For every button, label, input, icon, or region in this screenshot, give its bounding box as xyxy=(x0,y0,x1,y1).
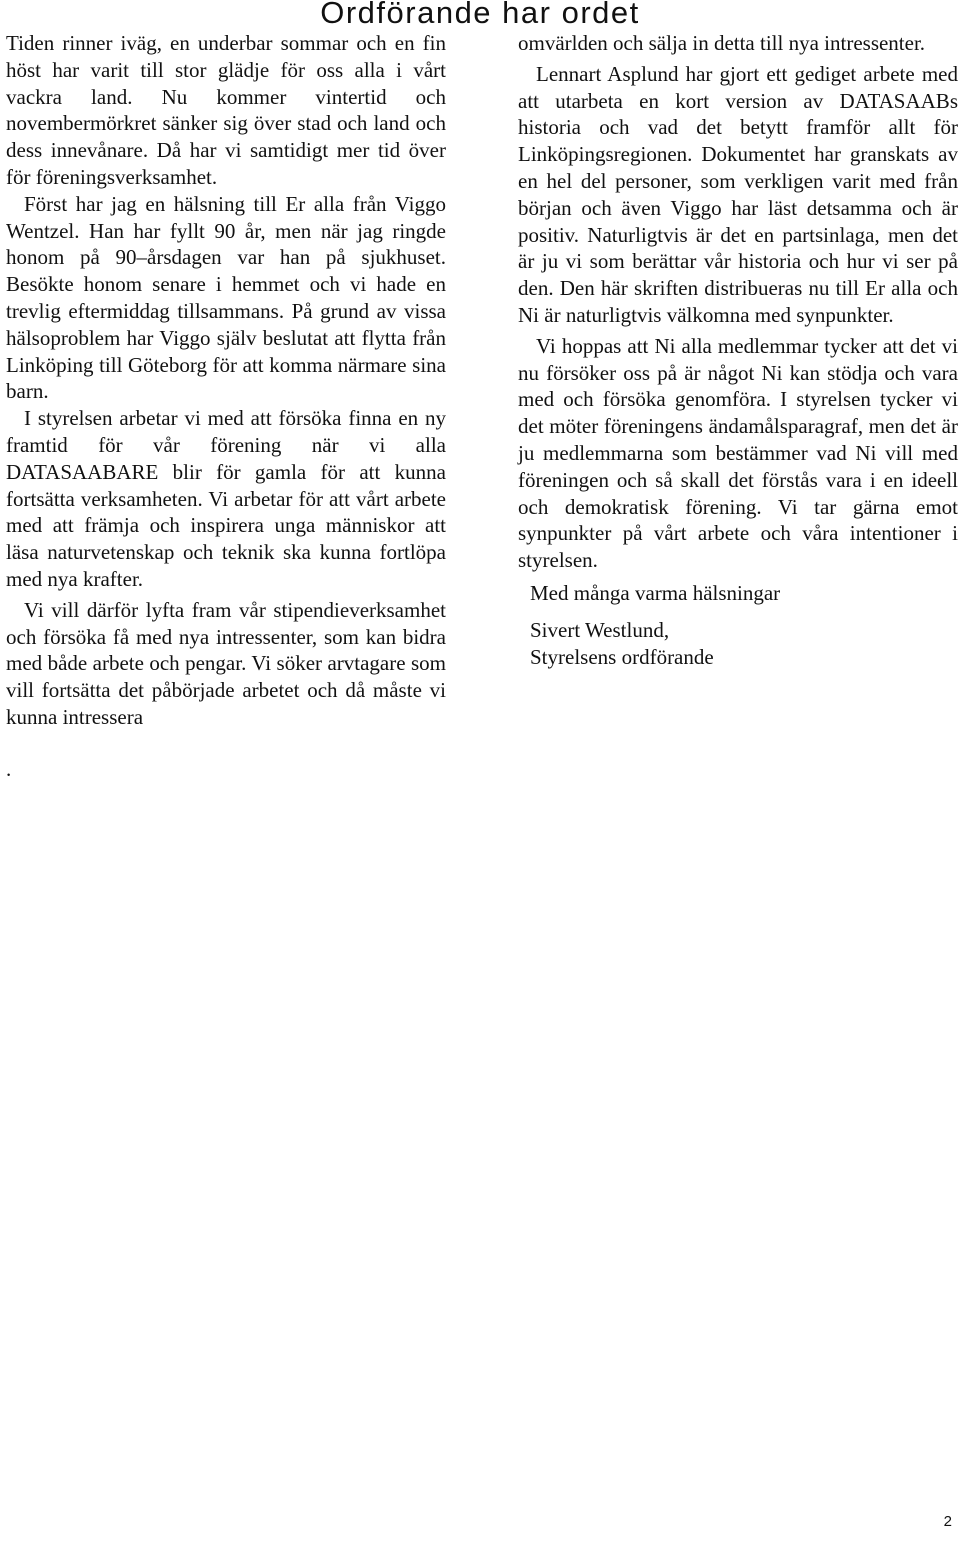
left-column xyxy=(6,30,446,731)
signature-title: Styrelsens ordförande xyxy=(530,644,714,669)
paragraph-scholarship: Vi vill därför lyfta fram vår stipendieverksamhet och försöka få med nya intressenter, som kan bidra med både arbete och pengar. Vi söker arvtagare som vill fortsätta det påbörjade arbetet och då måste vi kunna intressera xyxy=(6,597,446,729)
paragraph-history-document: Lennart Asplund har gjort ett gediget arbete med att utarbeta en kort version av DATASAABs historia och vad det betytt framför allt för Linköpingsregionen. Dokumentet har granskats av en hel del personer, som verkligen varit med från början och även Viggo har läst detsamma och är positiv. Naturligtvis är det en partsinlaga, men det är ju vi som berättar vår historia och hur vi ser på den. Den här skriften distribueras nu till Er alla och Ni är naturligtvis välkomna med synpunkter. xyxy=(518,61,958,327)
paragraph-board-future: I styrelsen arbetar vi med att försöka finna en ny framtid för vår förening när vi alla DATASAABARE blir för gamla för att kunna fortsätta verksamheten. Vi arbetar för att vårt arbete med att främja och inspirera unga människor att läsa naturvetenskap och teknik ska kunna fortlöpa med nya krafter. xyxy=(6,406,446,591)
closing-greeting: Med många varma hälsningar xyxy=(530,580,781,605)
paragraph-members-support: Vi hoppas att Ni alla medlemmar tycker att det vi nu försöker oss på är något Ni kan stödja och vara med och försöka genomföra. I styrelsen tycker vi det möter föreningens ändamålsparagraf, men det är ju medlemmarna som bestämmer vad Ni vill med föreningen och så skall det förstås vara i en ideell och demokratisk förening. Vi tar gärna emot synpunkter på vårt arbete och våra intentioner i styrelsen. xyxy=(518,333,958,573)
stray-period: . xyxy=(6,757,12,781)
paragraph-viggo-greeting: Först har jag en hälsning till Er alla från Viggo Wentzel. Han har fyllt 90 år, men när jag ringde honom på 90–årsdagen var han på sjukhuset. Besökte honom senare i hemmet och vi hade en trevlig eftermiddag tillsammans. På grund av vissa hälsoproblem har Viggo själv beslutat att flytta från Linköping till Göteborg för att komma närmare sina barn. xyxy=(6,191,446,404)
article-title: Ordförande har ordet xyxy=(320,0,640,30)
paragraph-continuation: omvärlden och sälja in detta till nya intressenter. xyxy=(518,31,926,55)
signature-name: Sivert Westlund, xyxy=(530,617,670,642)
right-column xyxy=(518,30,958,670)
page-number: 2 xyxy=(943,1513,952,1530)
paragraph-intro: Tiden rinner iväg, en underbar sommar och en fin höst har varit till stor glädje för oss alla i vårt vackra land. Nu kommer vintertid och novembermörkret sänker sig över stad och land och dess innevånare. Då har vi samtidigt mer tid över för föreningsverksamhet. xyxy=(6,31,446,189)
